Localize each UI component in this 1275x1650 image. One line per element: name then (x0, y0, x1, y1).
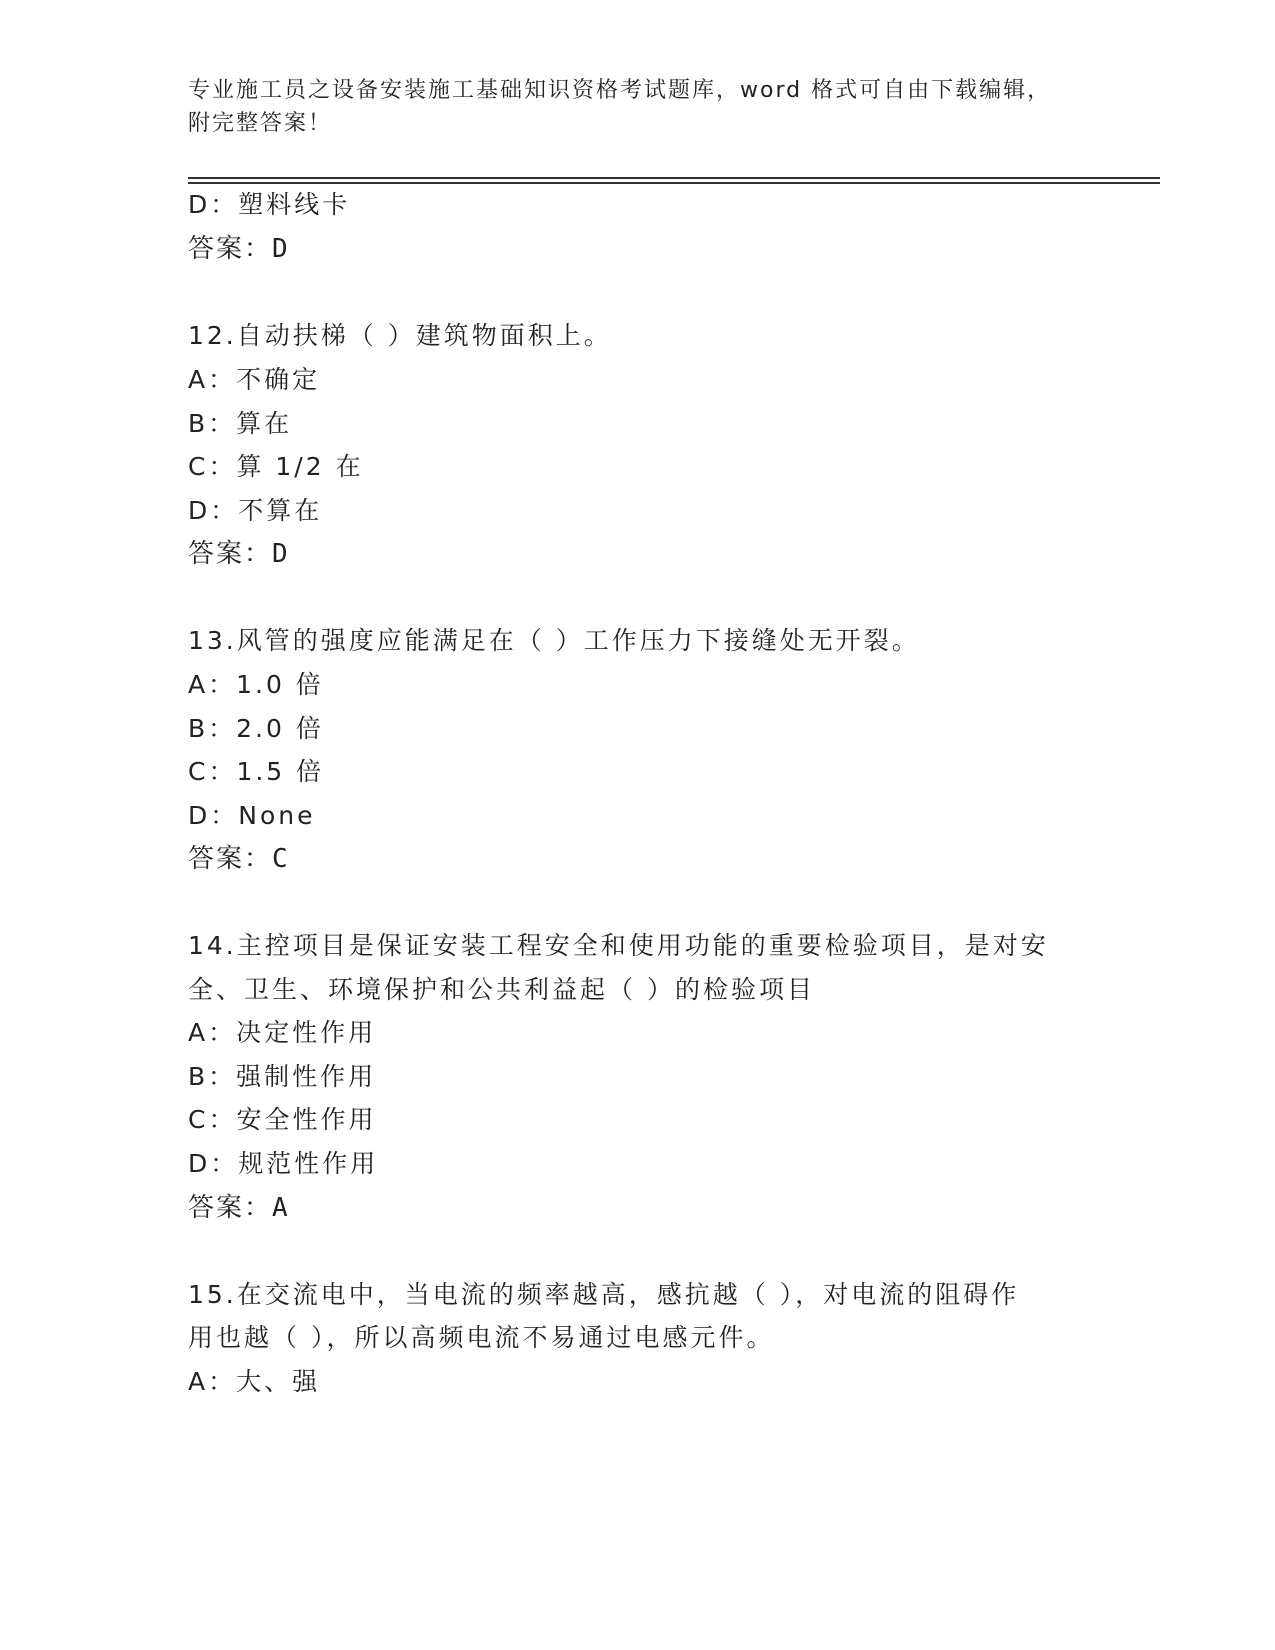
question-12-stem: 12.自动扶梯（ ）建筑物面积上。 (188, 321, 612, 350)
question-15-option-a: A：大、强 (188, 1367, 321, 1396)
question-14-option-d: D：规范性作用 (188, 1149, 379, 1178)
answer-line: 答案：D (188, 234, 290, 264)
question-13-option-a: A：1.0 倍 (188, 670, 324, 699)
header-divider-top (188, 177, 1160, 179)
question-14-option-a: A：决定性作用 (188, 1018, 377, 1047)
header-divider-bottom (188, 182, 1160, 184)
question-14-stem-line-1: 14.主控项目是保证安装工程安全和使用功能的重要检验项目，是对安 (188, 931, 1049, 960)
question-14-stem-line-2: 全、卫生、环境保护和公共利益起（ ）的检验项目 (188, 975, 815, 1004)
question-12-option-b: B：算在 (188, 409, 293, 438)
document-header (188, 74, 1068, 140)
question-14-answer: 答案：A (188, 1193, 290, 1223)
question-12-option-a: A：不确定 (188, 365, 321, 394)
question-12-option-c: C：算 1/2 在 (188, 452, 364, 481)
question-15-stem-line-2: 用也越（ ），所以高频电流不易通过电感元件。 (188, 1323, 775, 1352)
question-12-answer: 答案：D (188, 539, 290, 569)
question-13-option-b: B：2.0 倍 (188, 714, 324, 743)
header-line-2: 附完整答案！ (188, 111, 333, 136)
question-14-option-b: B：强制性作用 (188, 1062, 377, 1091)
question-14-option-c: C：安全性作用 (188, 1105, 377, 1134)
question-13-answer: 答案：C (188, 844, 290, 874)
question-13-option-d: D：None (188, 801, 316, 830)
question-13-stem: 13.风管的强度应能满足在（ ）工作压力下接缝处无开裂。 (188, 626, 920, 655)
question-15-stem-line-1: 15.在交流电中，当电流的频率越高，感抗越（ ），对电流的阻碍作 (188, 1280, 1020, 1309)
option-d: D：塑料线卡 (188, 190, 351, 219)
question-13-option-c: C：1.5 倍 (188, 757, 325, 786)
question-12-option-d: D：不算在 (188, 496, 323, 525)
header-line-1: 专业施工员之设备安装施工基础知识资格考试题库，word 格式可自由下载编辑， (188, 78, 1052, 103)
